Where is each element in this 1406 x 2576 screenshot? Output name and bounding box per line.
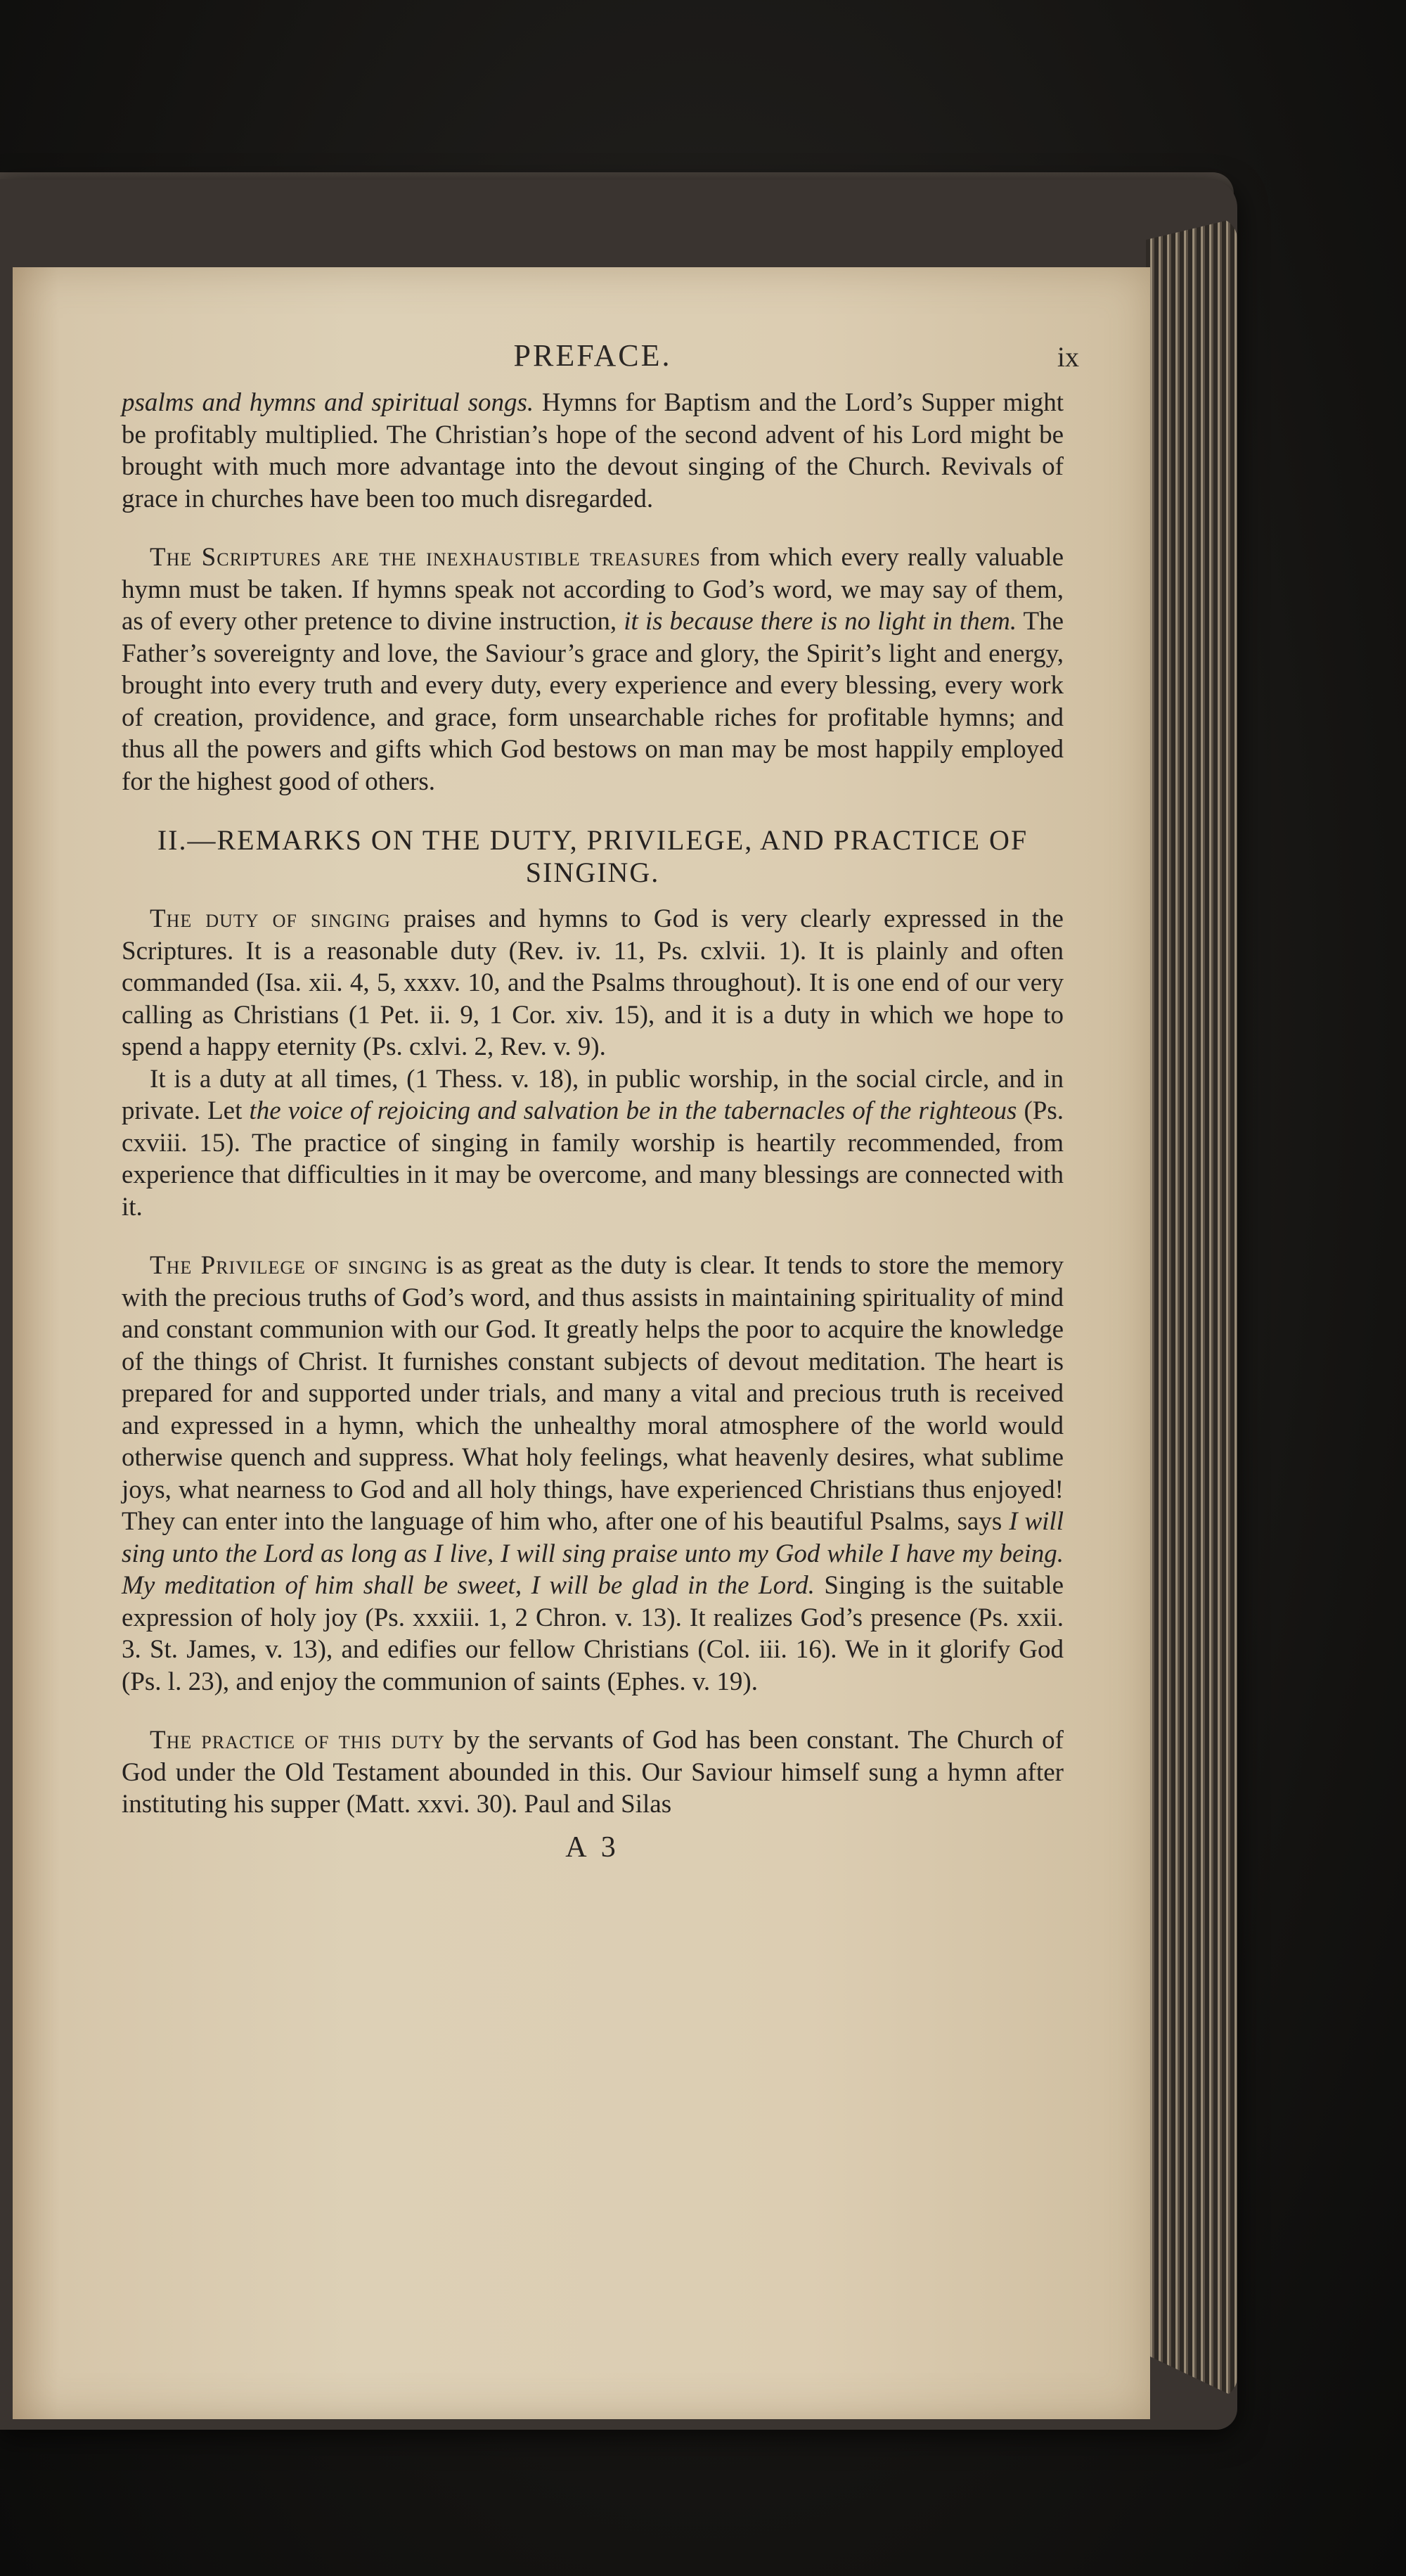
running-title: PREFACE.	[513, 338, 672, 373]
paragraph-text: praises and hymns to God is very clearly expressed in the Scriptures. It is a reasonable duty (Rev. iv. 11, Ps. cxlvii. 1). It is plainly and often commanded (Isa. xii. 4, 5, xxxv. 10, and the Psalms throughout). It is one end of our very calling as Christians (1 Pet. ii. 9, 1 Cor. xiv. 15), and it is a duty in which we hope to spend a happy eternity (Ps. cxlvi. 2, Rev. v. 9).	[122, 904, 1064, 1061]
paragraph-duty-all-times	[122, 1063, 1064, 1224]
small-caps-lead: The duty of singing	[150, 904, 391, 933]
paragraph-hymns-baptism	[122, 387, 1064, 515]
paragraph-text: Hymns for Baptism and the Lord’s Supper might be profitably multiplied. The Christian’s hope of the second advent of his Lord might be brought with much more advantage into the devout singing of the Church. Revivals of grace in churches have been too much disregarded.	[122, 388, 1064, 513]
paragraph-text-b: Singing is the suitable expression of holy joy (Ps. xxxiii. 1, 2 Chron. v. 13). It realizes God’s presence (Ps. xxii. 3. St. James, v. 13), and edifies our fellow Christians (Col. iii. 16). We in it glorify God (Ps. l. 23), and enjoy the communion of saints (Ephes. v. 19).	[122, 1571, 1064, 1696]
page-fore-edge	[1146, 218, 1237, 2398]
paragraph-text-a: It is a duty at all times, (1 Thess. v. 18), in public worship, in the social circle, and in private. Let	[122, 1064, 1064, 1125]
paragraph-text: by the servants of God has been constant. The Church of God under the Old Testament abounded in this. Our Saviour himself sung a hymn after instituting his supper (Matt. xxvi. 30). Paul and Silas	[122, 1726, 1064, 1819]
italic-lead: psalms and hymns and spiritual songs.	[122, 388, 534, 417]
paragraph-text-a: is as great as the duty is clear. It tends to store the memory with the precious truths of God’s word, and thus assists in maintaining spirituality of mind and constant communion with our God. It greatly helps the poor to acquire the knowledge of the things of Christ. It furnishes constant subjects of devout meditation. The heart is prepared for and supported under trials, and many a vital and precious truth is received and expressed in a hymn, which the unhealthy moral atmosphere of the world would otherwise quench and suppress. What holy feelings, what heavenly desires, what sublime joys, what nearness to God and all holy things, have experienced Christians thus enjoyed! They can enter into the language of him who, after one of his beautiful Psalms, says	[122, 1251, 1064, 1536]
italic-quote: it is because there is no light in them.	[624, 607, 1017, 636]
small-caps-lead: The practice of this duty	[150, 1726, 445, 1755]
italic-quote: the voice of rejoicing and salvation be in the tabernacles of the righteous	[249, 1096, 1017, 1125]
signature-mark: A 3	[565, 1831, 620, 1864]
paragraph-text-b: The Father’s sovereignty and love, the Saviour’s grace and glory, the Spirit’s light and energy, brought into every truth and every duty, every experience and every blessing, every work of creation, providence, and grace, form unsearchable riches for profitable hymns; and thus all the powers and gifts which God bestows on man may be most happily employed for the highest good of others.	[122, 607, 1064, 796]
paragraph-scriptures	[122, 542, 1064, 797]
page-number: ix	[1057, 341, 1079, 373]
paragraph-text-a: from which every really valuable hymn must be taken. If hymns speak not according to God’s word, we may say of them, as of every other pretence to divine instruction,	[122, 543, 1064, 636]
section-heading: II.—REMARKS ON THE DUTY, PRIVILEGE, AND PRACTICE OF SINGING.	[157, 824, 1028, 888]
page-header	[122, 338, 1079, 387]
paragraph-duty-of-singing	[122, 903, 1064, 1063]
small-caps-lead: The Scriptures are the inexhaustible treasures	[150, 543, 701, 572]
paragraph-privilege-of-singing	[122, 1250, 1064, 1698]
small-caps-lead: The Privilege of singing	[150, 1251, 428, 1280]
paragraph-practice-of-duty	[122, 1724, 1064, 1821]
italic-quote: I will sing unto the Lord as long as I live, I will sing praise unto my God while I have my being. My meditation of him shall be sweet, I will be glad in the Lord.	[122, 1507, 1064, 1600]
page-text-block	[122, 338, 1079, 1864]
paragraph-text-b: (Ps. cxviii. 15). The practice of singing in family worship is heartily recommended, from experience that difficulties in it may be overcome, and many blessings are connected with it.	[122, 1096, 1064, 1222]
book-page	[13, 267, 1150, 2419]
